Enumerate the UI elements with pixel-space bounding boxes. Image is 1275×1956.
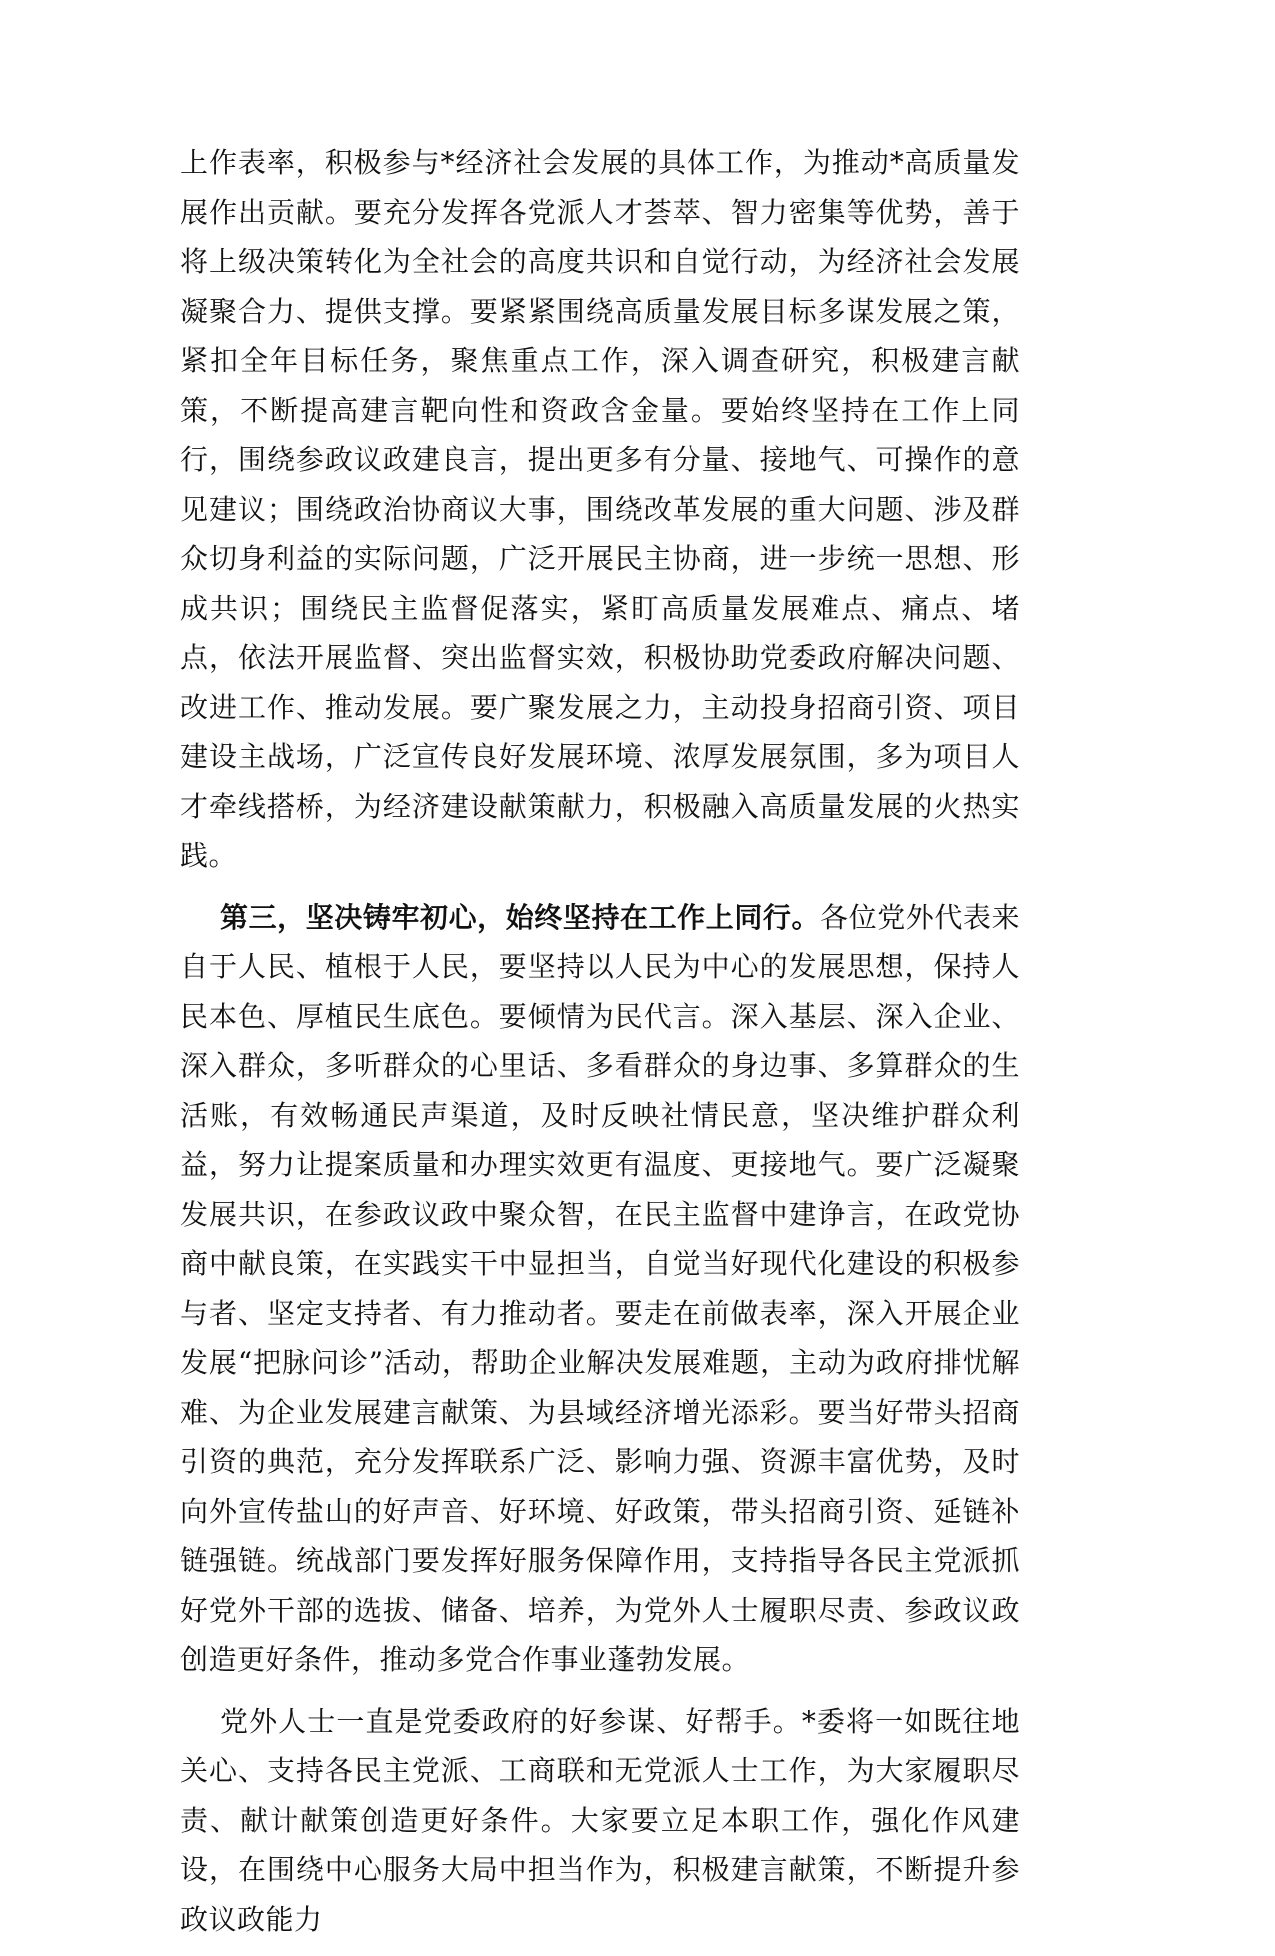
paragraph-2-text: 各位党外代表来自于人民、植根于人民，要坚持以人民为中心的发展思想，保持人民本色、厚植民生底色。要倾情为民代言。深入基层、深入企业、深入群众，多听群众的心里话、多看群众的身边事、多算群众的生活账，有效畅通民声渠道，及时反映社情民意，坚决维护群众利益，努力让提案质量和办理实效更有温度、更接地气。要广泛凝聚发展共识，在参政议政中聚众智，在民主监督中建诤言，在政党协商中献良策，在实践实干中显担当，自觉当好现代化建设的积极参与者、坚定支持者、有力推动者。要走在前做表率，深入开展企业发展“把脉问诊”活动，帮助企业解决发展难题，主动为政府排忧解难、为企业发展建言献策、为县域经济增光添彩。要当好带头招商引资的典范，充分发挥联系广泛、影响力强、资源丰富优势，及时向外宣传盐山的好声音、好环境、好政策，带头招商引资、延链补链强链。统战部门要发挥好服务保障作用，支持指导各民主党派抓好党外干部的选拔、储备、培养，为党外人士履职尽责、参政议政创造更好条件，推动多党合作事业蓬勃发展。 [180,900,1020,1676]
paragraph-3-text: 党外人士一直是党委政府的好参谋、好帮手。*委将一如既往地关心、支持各民主党派、工商联和无党派人士工作，为大家履职尽责、献计献策创造更好条件。大家要立足本职工作，强化作风建设，在围绕中心服务大局中担当作为，积极建言献策，不断提升参政议政能力 [180,1704,1020,1936]
paragraph-2-heading: 第三，坚决铸牢初心，始终坚持在工作上同行。 [220,900,821,934]
paragraph-1 [180,138,1020,881]
document-page [180,138,1020,1956]
paragraph-1-text: 上作表率，积极参与*经济社会发展的具体工作，为推动*高质量发展作出贡献。要充分发挥各党派人才荟萃、智力密集等优势，善于将上级决策转化为全社会的高度共识和自觉行动，为经济社会发展凝聚合力、提供支撑。要紧紧围绕高质量发展目标多谋发展之策，紧扣全年目标任务，聚焦重点工作，深入调查研究，积极建言献策，不断提高建言靶向性和资政含金量。要始终坚持在工作上同行，围绕参政议政建良言，提出更多有分量、接地气、可操作的意见建议；围绕政治协商议大事，围绕改革发展的重大问题、涉及群众切身利益的实际问题，广泛开展民主协商，进一步统一思想、形成共识；围绕民主监督促落实，紧盯高质量发展难点、痛点、堵点，依法开展监督、突出监督实效，积极协助党委政府解决问题、改进工作、推动发展。要广聚发展之力，主动投身招商引资、项目建设主战场，广泛宣传良好发展环境、浓厚发展氛围，多为项目人才牵线搭桥，为经济建设献策献力，积极融入高质量发展的火热实践。 [180,146,1020,872]
paragraph-3 [180,1697,1020,1945]
paragraph-2 [180,893,1020,1685]
